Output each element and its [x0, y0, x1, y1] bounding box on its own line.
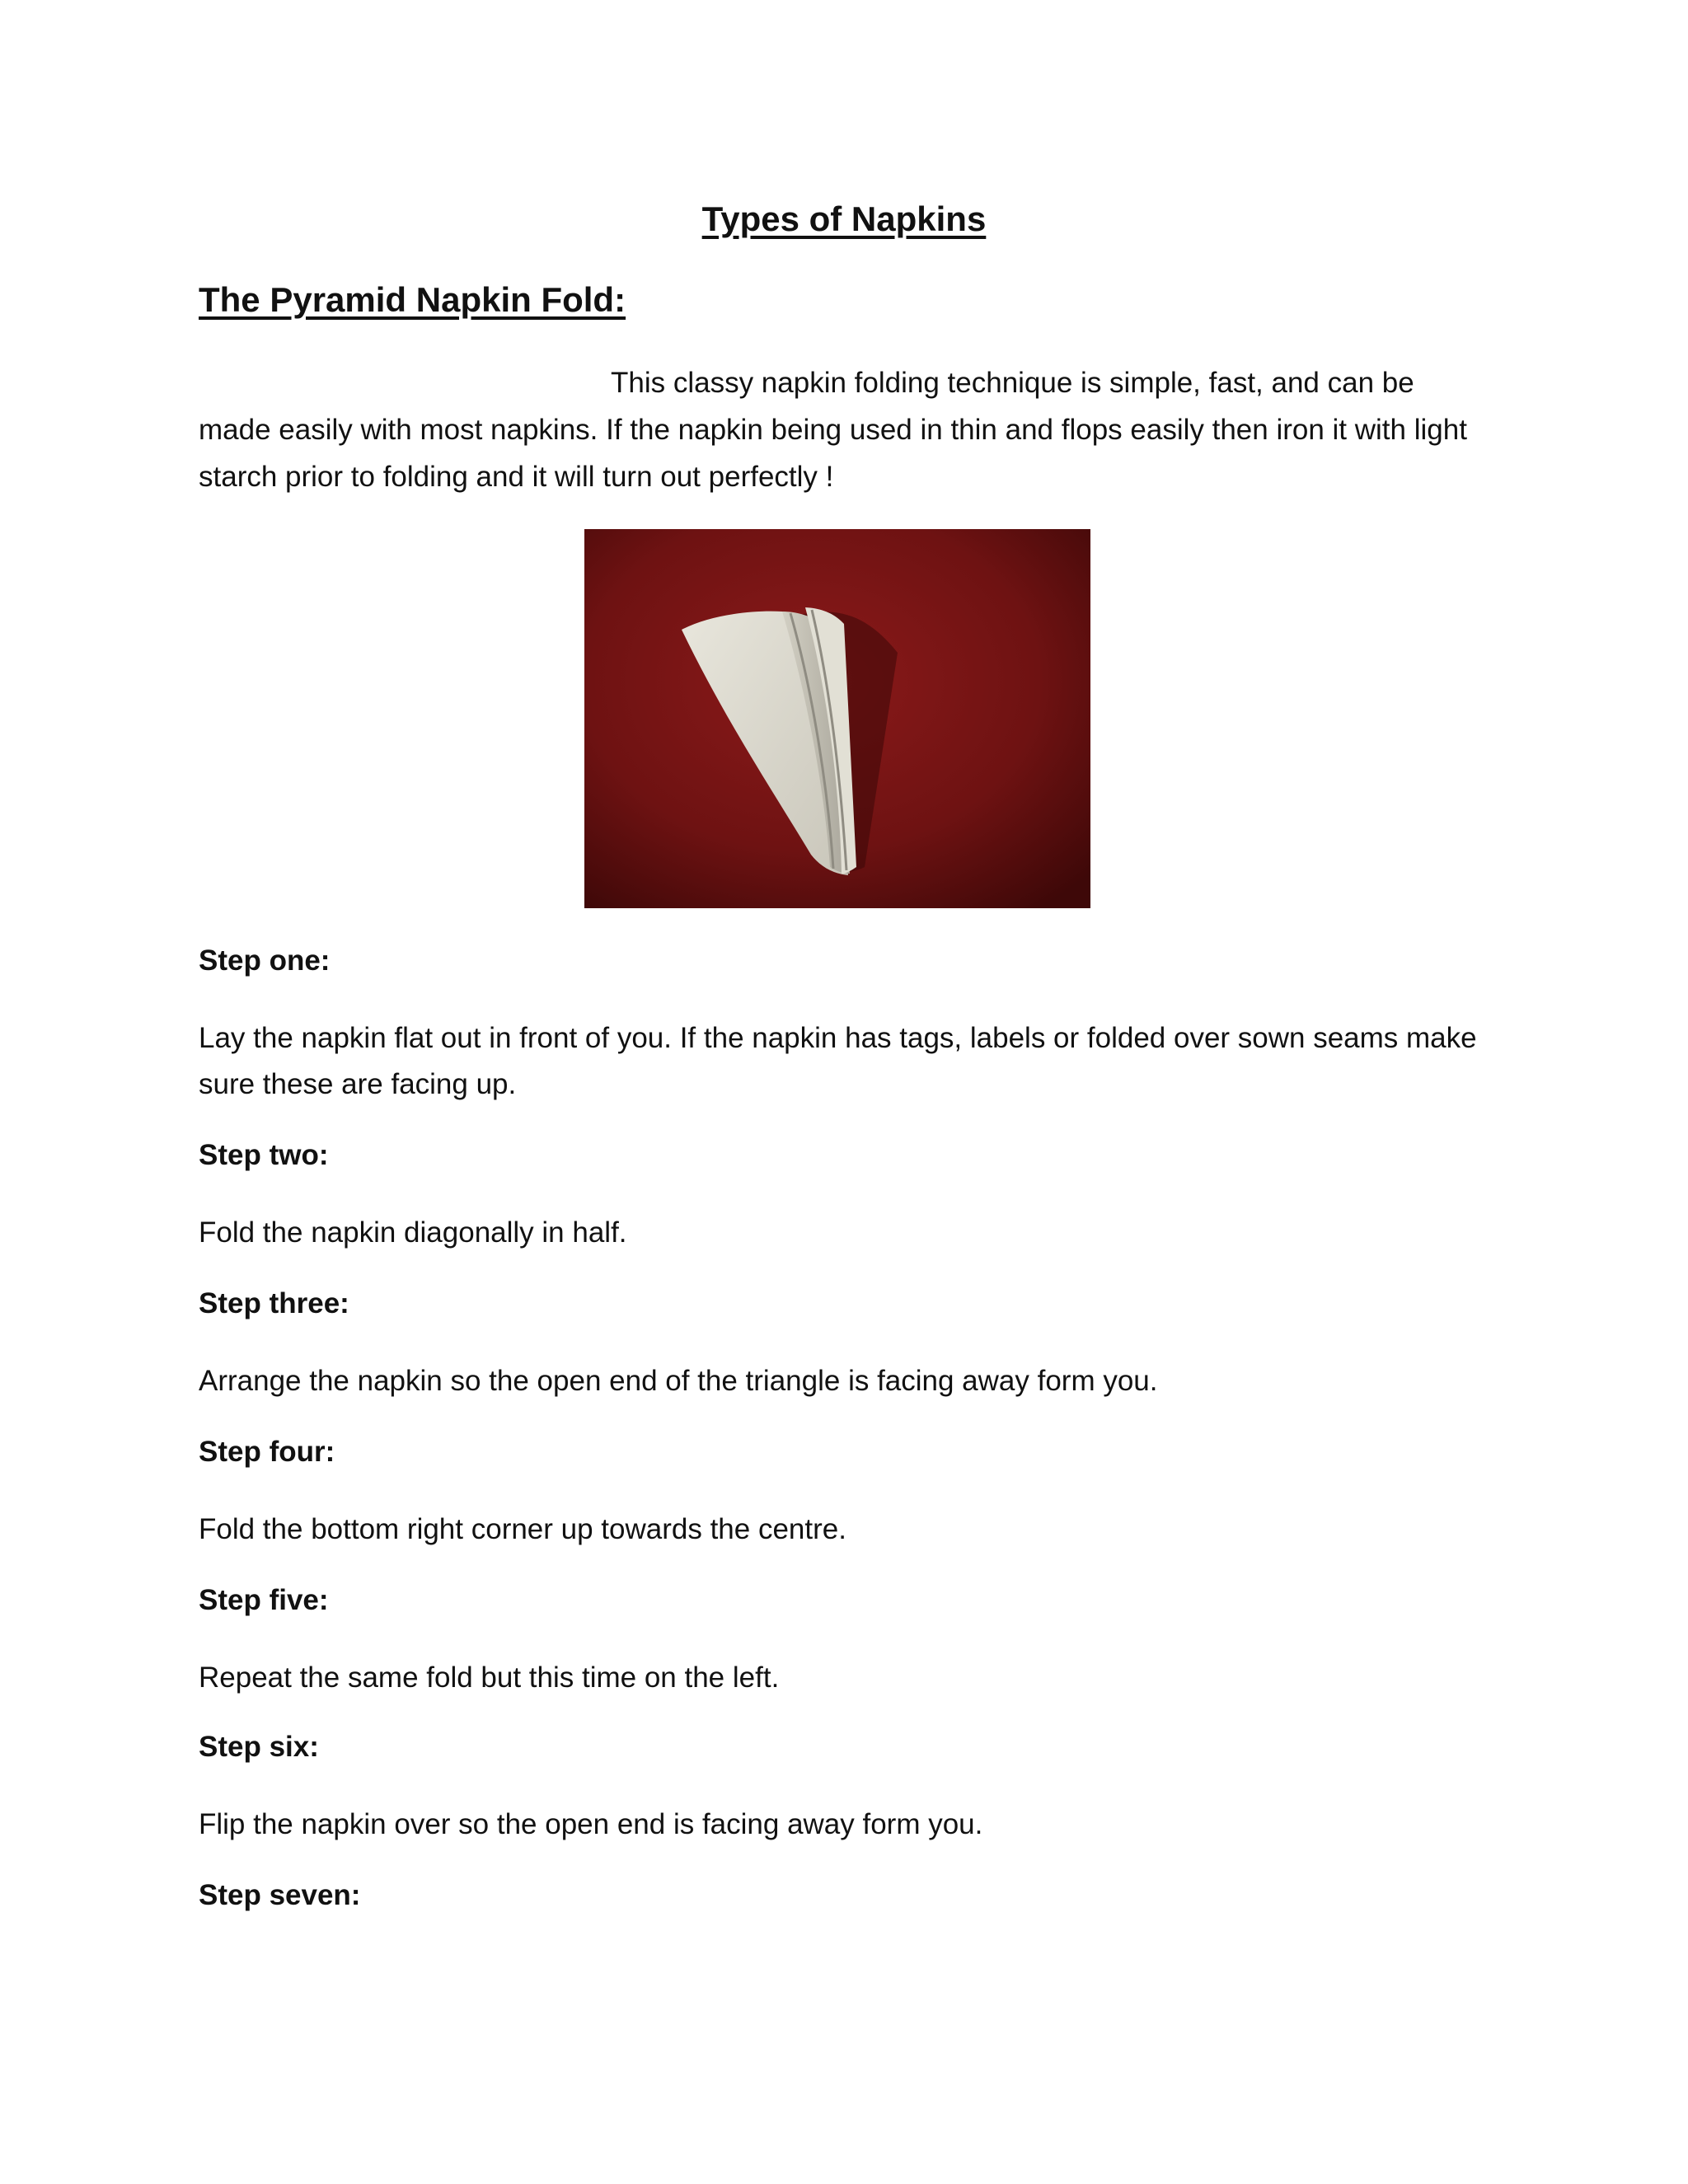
step-2-label: Step two:	[199, 1139, 329, 1171]
step-2-text: Fold the napkin diagonally in half.	[199, 1216, 627, 1249]
step-3-label: Step three:	[199, 1287, 349, 1319]
step-4-label: Step four:	[199, 1436, 335, 1468]
step-5-label: Step five:	[199, 1584, 329, 1616]
step-3-text: Arrange the napkin so the open end of the triangle is facing away form you.	[199, 1365, 1158, 1397]
step-6-text: Flip the napkin over so the open end is facing away form you.	[199, 1808, 983, 1840]
section-heading: The Pyramid Napkin Fold:	[199, 280, 626, 319]
napkin-photo	[584, 529, 1090, 908]
step-4-text: Fold the bottom right corner up towards the centre.	[199, 1513, 846, 1545]
step-7-label: Step seven:	[199, 1879, 361, 1911]
step-1-label: Step one:	[199, 944, 331, 977]
intro-paragraph: This classy napkin folding technique is simple, fast, and can be made easily with most napkins. If the napkin being used in thin and flops easily then iron it with light starch prior to folding and it will turn out perfectly !	[199, 367, 1467, 493]
step-1-text: Lay the napkin flat out in front of you. If the napkin has tags, labels or folded over sown seams make sure these are facing up.	[199, 1022, 1477, 1100]
page-title: Types of Napkins	[701, 199, 987, 238]
step-5-text: Repeat the same fold but this time on the left.	[199, 1661, 780, 1694]
step-6-label: Step six:	[199, 1731, 319, 1763]
